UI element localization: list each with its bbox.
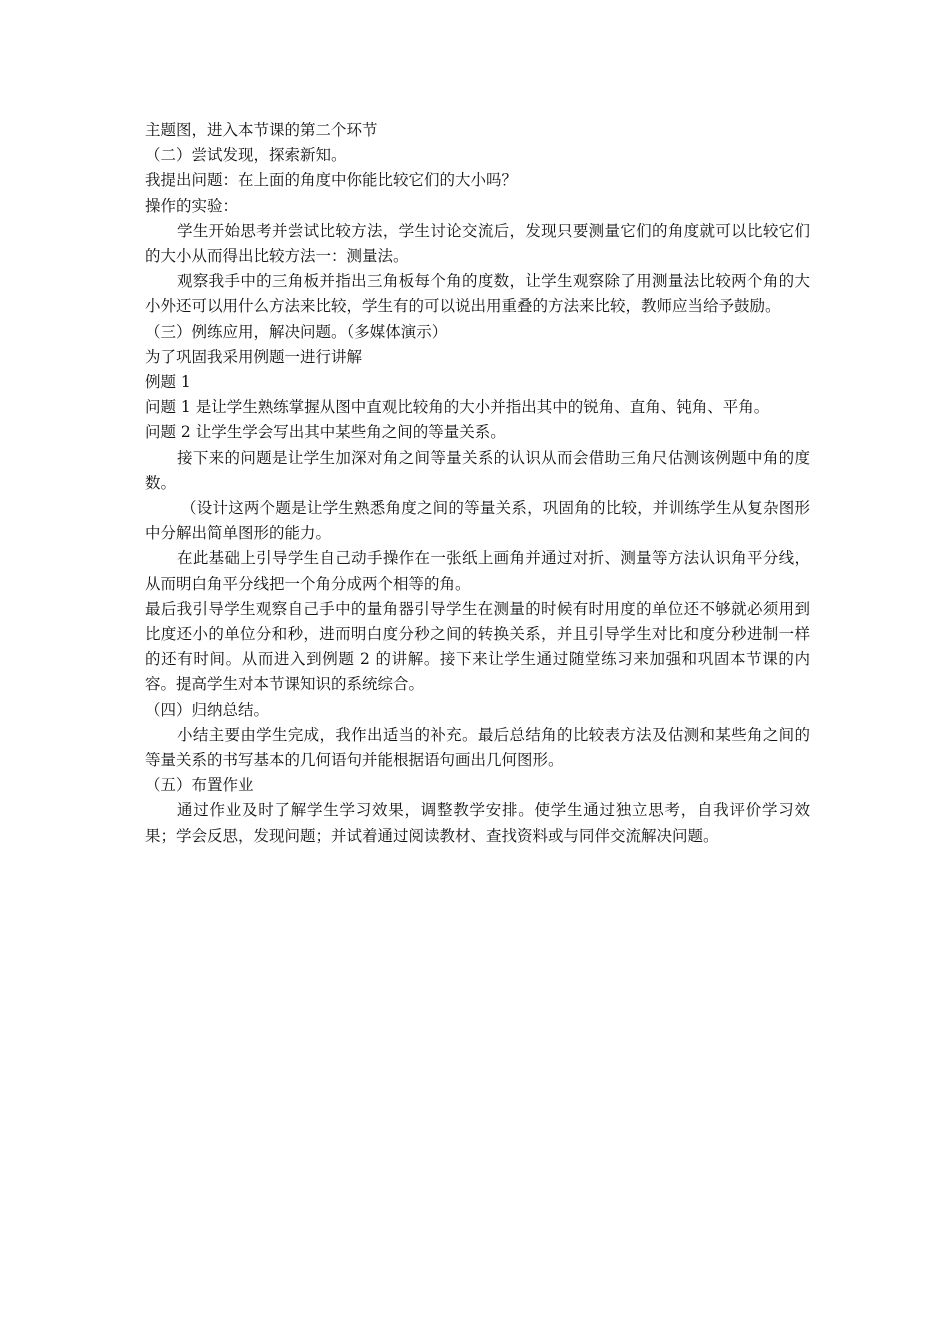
paragraph: 学生开始思考并尝试比较方法，学生讨论交流后，发现只要测量它们的角度就可以比较它们的大小从而得出比较方法一：测量法。 bbox=[145, 221, 810, 266]
paragraph: 接下来的问题是让学生加深对角之间等量关系的认识从而会借助三角尺估测该例题中角的度数。 bbox=[145, 448, 810, 492]
text-line: 问题 2 让学生学会写出其中某些角之间的等量关系。 bbox=[145, 423, 506, 442]
text-line: 问题 1 是让学生熟练掌握从图中直观比较角的大小并指出其中的锐角、直角、钝角、平角。 bbox=[145, 398, 770, 417]
section-heading-4: （四）归纳总结。 bbox=[145, 700, 270, 719]
section-heading-5: （五）布置作业 bbox=[145, 776, 254, 795]
paragraph: 通过作业及时了解学生学习效果，调整教学安排。使学生通过独立思考，自我评价学习效果；学会反思，发现问题；并试着通过阅读教材、查找资料或与同伴交流解决问题。 bbox=[145, 801, 810, 845]
text-line: 操作的实验： bbox=[145, 196, 239, 215]
paragraph: 在此基础上引导学生自己动手操作在一张纸上画角并通过对折、测量等方法认识角平分线，从而明白角平分线把一个角分成两个相等的角。 bbox=[145, 549, 810, 593]
document-body bbox=[145, 118, 810, 849]
paragraph: 最后我引导学生观察自己手中的量角器引导学生在测量的时候有时用度的单位还不够就必须用到比度还小的单位分和秒，进而明白度分秒之间的转换关系，并且引导学生对比和度分秒进制一样的还有时间。从而进入到例题 2 的讲解。接下来让学生通过随堂练习来加强和巩固本节课的内容。提高学生对本节课知识的系统综合。 bbox=[145, 599, 810, 694]
section-heading-2: （二）尝试发现，探索新知。 bbox=[145, 146, 347, 165]
paragraph: 小结主要由学生完成，我作出适当的补充。最后总结角的比较表方法及估测和某些角之间的等量关系的书写基本的几何语句并能根据语句画出几何图形。 bbox=[145, 725, 810, 770]
section-heading-3: （三）例练应用，解决问题。（多媒体演示） bbox=[145, 322, 448, 341]
text-line: 我提出问题：在上面的角度中你能比较它们的大小吗？ bbox=[145, 171, 518, 190]
text-line: 为了巩固我采用例题一进行讲解 bbox=[145, 347, 363, 366]
paragraph: （设计这两个题是让学生熟悉角度之间的等量关系，巩固角的比较，并训练学生从复杂图形中分解出简单图形的能力。 bbox=[145, 499, 810, 543]
example-label: 例题 1 bbox=[145, 373, 191, 392]
text-line: 主题图，进入本节课的第二个环节 bbox=[145, 121, 378, 139]
paragraph: 观察我手中的三角板并指出三角板每个角的度数，让学生观察除了用测量法比较两个角的大小外还可以用什么方法来比较，学生有的可以说出用重叠的方法来比较，教师应当给予鼓励。 bbox=[145, 272, 810, 316]
